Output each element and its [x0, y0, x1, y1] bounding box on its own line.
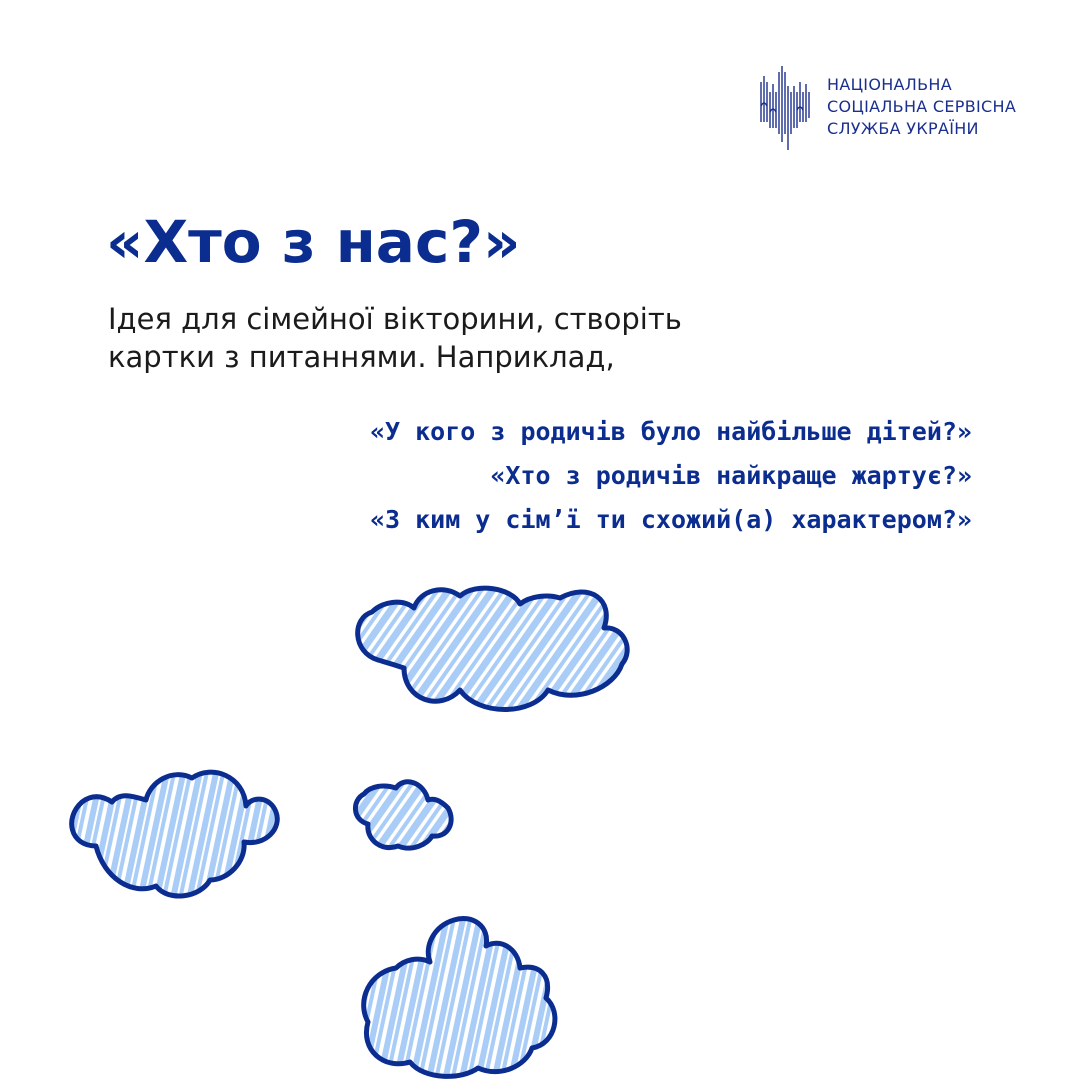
cloud-icon: [72, 772, 278, 896]
question-2: «Хто з родичів найкраще жартує?»: [490, 461, 972, 490]
page-title: «Хто з нас?»: [106, 208, 521, 276]
brand-line-1: НАЦІОНАЛЬНА: [827, 75, 952, 94]
brand-line-3: СЛУЖБА УКРАЇНИ: [827, 119, 979, 138]
brand-line-2: СОЦІАЛЬНА СЕРВІСНА: [827, 97, 1017, 116]
cloud-icon: [358, 588, 628, 709]
intro-line-1: Ідея для сімейної вікторини, створіть: [108, 302, 682, 336]
cloud-icon: [364, 918, 555, 1076]
question-1: «У кого з родичів було найбільше дітей?»: [369, 417, 972, 446]
cloud-icon: [355, 782, 451, 848]
intro-line-2: картки з питаннями. Наприклад,: [108, 340, 615, 374]
question-3: «З ким у сім’ї ти схожий(а) характером?»: [369, 505, 972, 534]
